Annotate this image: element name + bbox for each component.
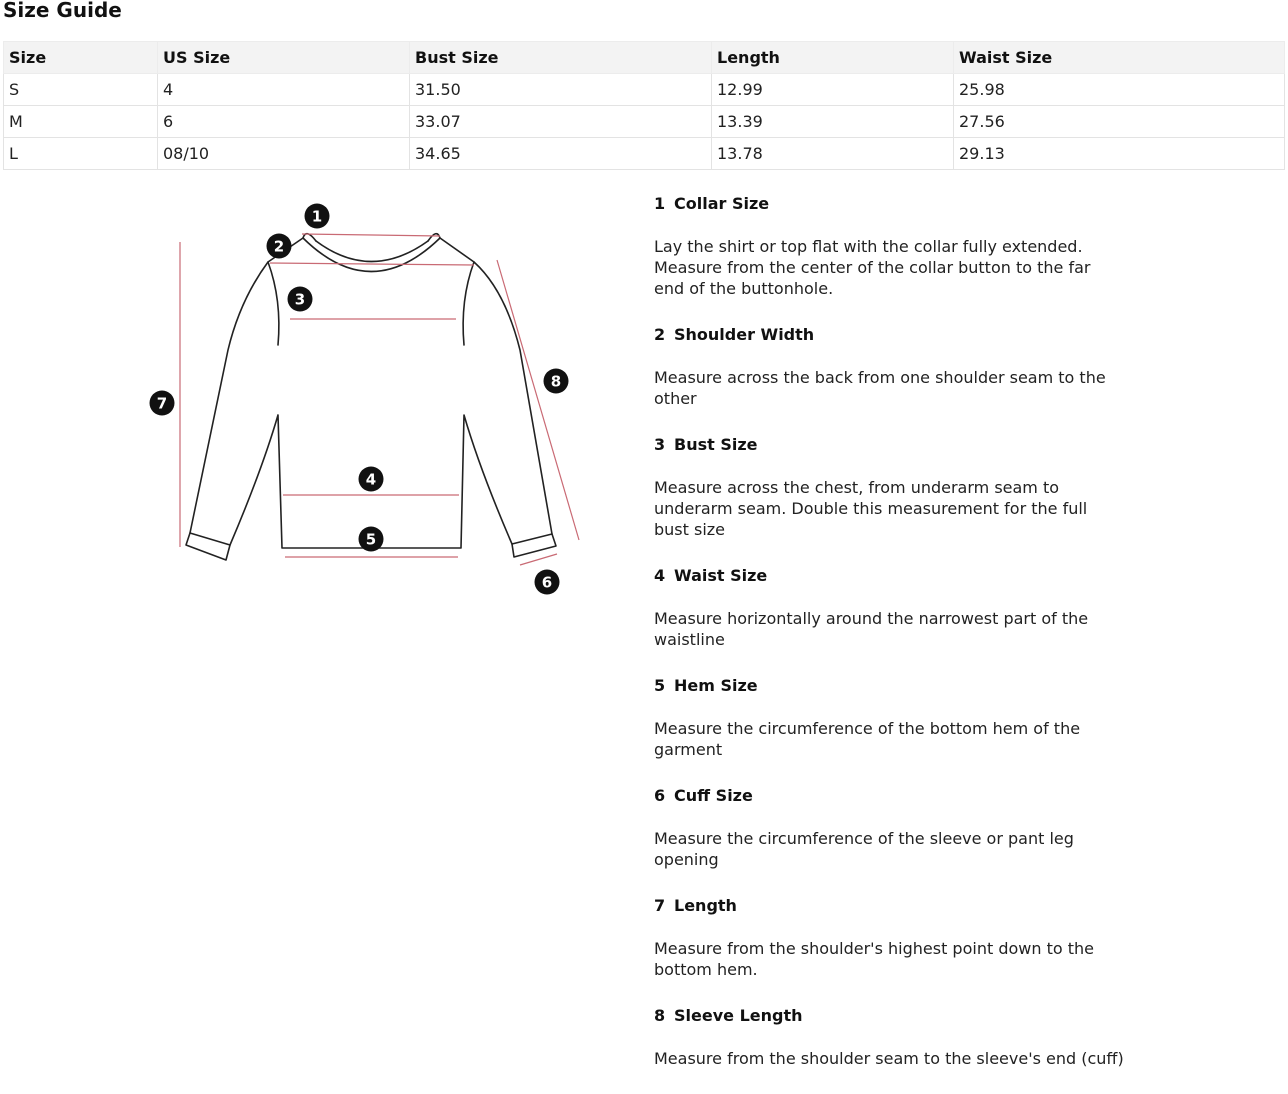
measure-line-cuff — [520, 554, 557, 565]
legend-description: Lay the shirt or top flat with the collar fully extended. Measure from the center of the collar button to the far end of the buttonhole. — [654, 237, 1091, 298]
legend-number: 1 — [654, 194, 666, 213]
header-us-size: US Size — [158, 42, 410, 74]
svg-text:7: 7 — [156, 394, 168, 413]
header-bust-size: Bust Size — [410, 42, 712, 74]
cell-bust-size: 33.07 — [410, 106, 712, 138]
marker-4 — [359, 467, 384, 492]
legend-title: Sleeve Length — [674, 1006, 803, 1025]
page-title: Size Guide — [3, 0, 122, 22]
cell-length: 12.99 — [712, 74, 954, 106]
svg-text:5: 5 — [365, 530, 377, 549]
table-header-row — [4, 42, 1285, 74]
sweater-measurement-diagram — [130, 190, 600, 610]
legend-description: Measure across the chest, from underarm seam to underarm seam. Double this measurement for the full bust size — [654, 478, 1088, 539]
sweater-outline — [186, 234, 556, 560]
marker-5 — [359, 527, 384, 552]
legend-description: Measure across the back from one shoulder seam to the other — [654, 368, 1106, 408]
legend-description: Measure from the shoulder seam to the sleeve's end (cuff) — [654, 1049, 1124, 1068]
legend-heading — [654, 675, 1124, 697]
legend-title: Shoulder Width — [674, 325, 815, 344]
legend-title: Waist Size — [674, 566, 768, 585]
marker-8 — [544, 369, 569, 394]
marker-2 — [267, 234, 292, 259]
legend-item-collar — [654, 193, 1124, 299]
legend-number: 2 — [654, 325, 666, 344]
legend-heading — [654, 895, 1124, 917]
cell-us-size: 6 — [158, 106, 410, 138]
legend-title: Hem Size — [674, 676, 758, 695]
header-size: Size — [4, 42, 158, 74]
cell-length: 13.39 — [712, 106, 954, 138]
legend-number: 5 — [654, 676, 666, 695]
cell-us-size: 08/10 — [158, 138, 410, 170]
legend-number: 6 — [654, 786, 666, 805]
legend-heading — [654, 434, 1124, 456]
legend-title: Collar Size — [674, 194, 770, 213]
cell-bust-size: 34.65 — [410, 138, 712, 170]
legend-heading — [654, 193, 1124, 215]
svg-text:2: 2 — [273, 237, 285, 256]
svg-text:8: 8 — [550, 372, 562, 391]
header-waist-size: Waist Size — [954, 42, 1285, 74]
measure-line-sleeve — [497, 260, 579, 540]
cell-us-size: 4 — [158, 74, 410, 106]
legend-item-length — [654, 895, 1124, 980]
legend-number: 8 — [654, 1006, 666, 1025]
table-row — [4, 74, 1285, 106]
legend-description: Measure from the shoulder's highest point down to the bottom hem. — [654, 939, 1094, 979]
legend-title: Bust Size — [674, 435, 758, 454]
measure-line-shoulder — [270, 263, 474, 265]
svg-text:1: 1 — [311, 207, 323, 226]
cell-size: S — [4, 74, 158, 106]
table-row — [4, 106, 1285, 138]
legend-title: Cuff Size — [674, 786, 753, 805]
cell-size: M — [4, 106, 158, 138]
legend-description: Measure horizontally around the narrowest part of the waistline — [654, 609, 1089, 649]
legend-title: Length — [674, 896, 737, 915]
cell-size: L — [4, 138, 158, 170]
cell-bust-size: 31.50 — [410, 74, 712, 106]
marker-6 — [535, 570, 560, 595]
svg-text:6: 6 — [541, 573, 553, 592]
measure-markers — [150, 204, 569, 595]
legend-item-hem — [654, 675, 1124, 760]
legend-heading — [654, 565, 1124, 587]
svg-text:4: 4 — [365, 470, 377, 489]
legend-number: 3 — [654, 435, 666, 454]
measure-lines — [180, 234, 579, 565]
legend-heading — [654, 785, 1124, 807]
marker-3 — [288, 287, 313, 312]
table-row — [4, 138, 1285, 170]
legend-item-bust — [654, 434, 1124, 540]
legend-item-waist — [654, 565, 1124, 650]
legend-item-sleeve — [654, 1005, 1124, 1069]
legend-description: Measure the circumference of the sleeve or pant leg opening — [654, 829, 1074, 869]
legend-description: Measure the circumference of the bottom hem of the garment — [654, 719, 1081, 759]
legend-heading — [654, 324, 1124, 346]
legend-heading — [654, 1005, 1124, 1027]
cell-waist-size: 29.13 — [954, 138, 1285, 170]
measure-line-collar — [302, 234, 440, 236]
legend-item-shoulder — [654, 324, 1124, 409]
svg-text:3: 3 — [294, 290, 306, 309]
marker-1 — [305, 204, 330, 229]
measurement-legend — [654, 193, 1124, 1094]
cell-waist-size: 27.56 — [954, 106, 1285, 138]
header-length: Length — [712, 42, 954, 74]
legend-number: 4 — [654, 566, 666, 585]
size-table — [3, 41, 1285, 170]
marker-7 — [150, 391, 175, 416]
cell-waist-size: 25.98 — [954, 74, 1285, 106]
cell-length: 13.78 — [712, 138, 954, 170]
legend-number: 7 — [654, 896, 666, 915]
legend-item-cuff — [654, 785, 1124, 870]
